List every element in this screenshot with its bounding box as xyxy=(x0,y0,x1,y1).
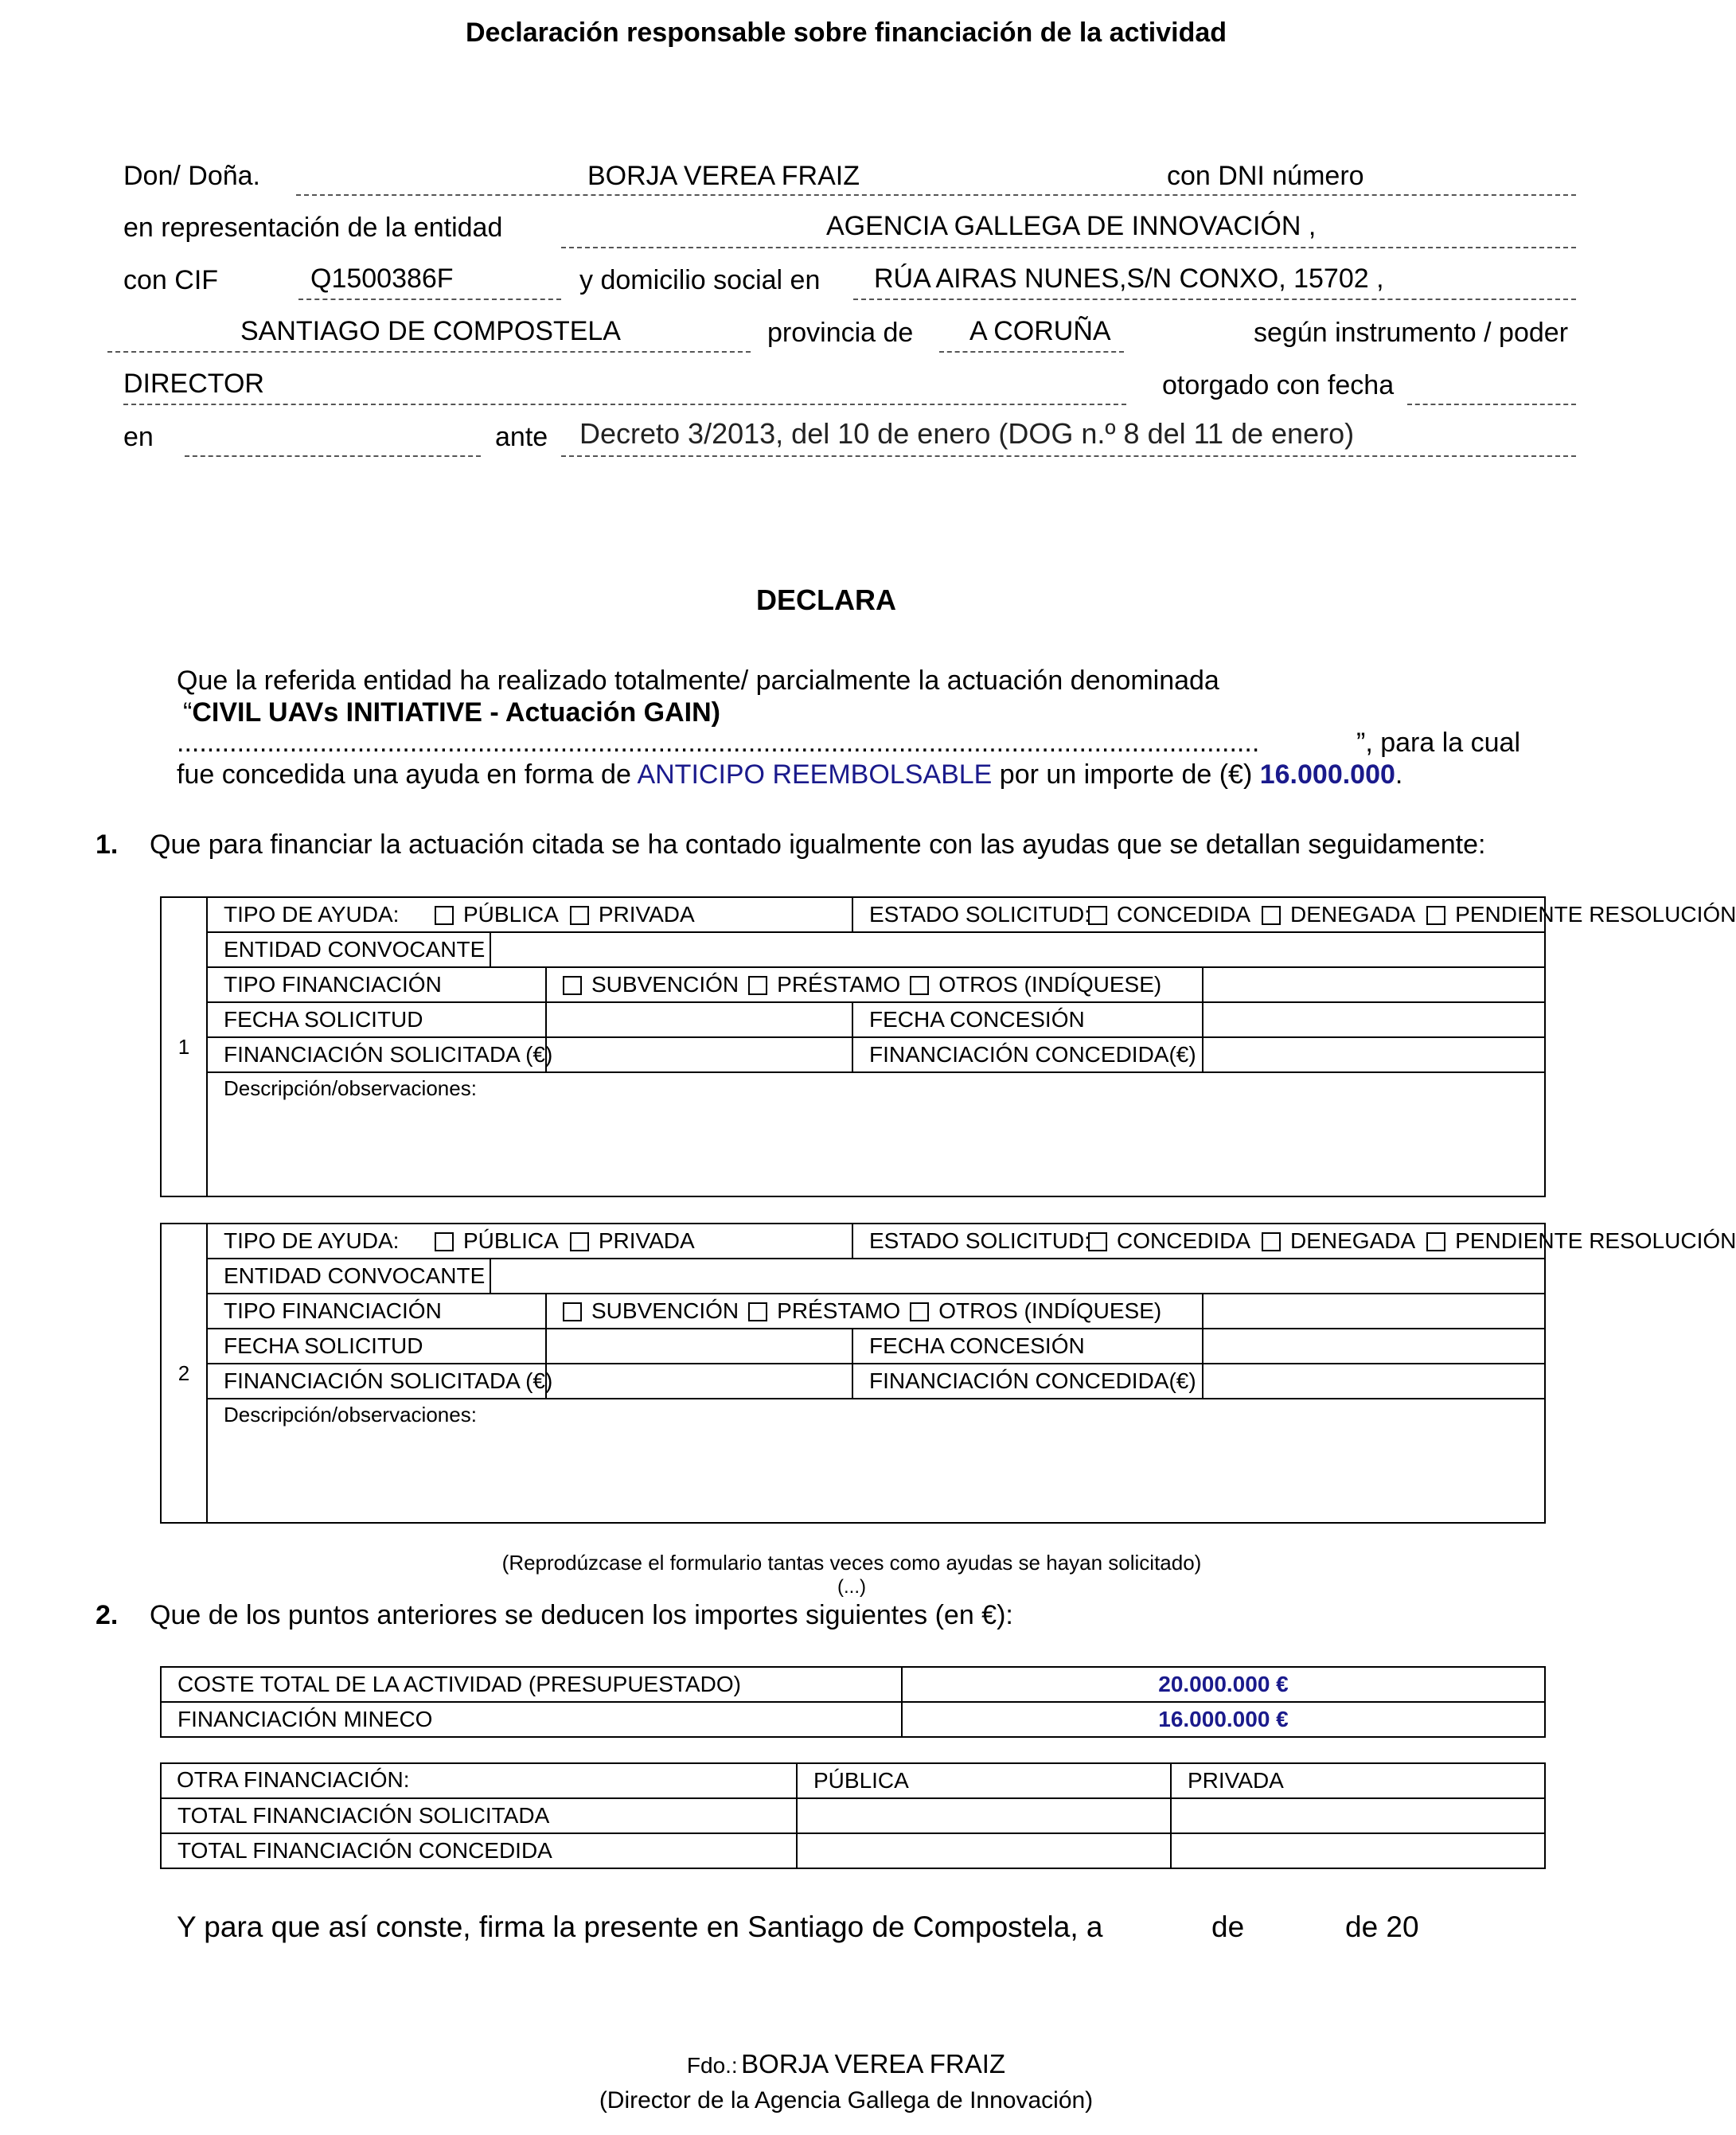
total-solicitada-publica-input[interactable] xyxy=(797,1798,1171,1833)
fecha-con-label: FECHA CONCESIÓN xyxy=(852,1002,1203,1037)
otra-privada-header: PRIVADA xyxy=(1171,1763,1545,1798)
denegada-label: DENEGADA xyxy=(1290,1228,1416,1253)
declara-actuacion-line xyxy=(183,697,720,728)
entidad-input[interactable] xyxy=(490,932,1545,967)
tipo-fin-label: TIPO FINANCIACIÓN xyxy=(207,1294,546,1329)
total-concedida-privada-input[interactable] xyxy=(1171,1833,1545,1868)
domicilio-label: y domicilio social en xyxy=(579,265,821,295)
estado-label: ESTADO SOLICITUD: xyxy=(869,1228,1090,1253)
domicilio-line xyxy=(853,299,1576,300)
pendiente-checkbox[interactable] xyxy=(1426,1232,1445,1251)
point2-number: 2. xyxy=(96,1600,119,1630)
declara-line4-end: . xyxy=(1395,759,1403,790)
subvencion-checkbox[interactable] xyxy=(563,1302,582,1321)
subvencion-checkbox[interactable] xyxy=(563,976,582,995)
fecha-sol-label: FECHA SOLICITUD xyxy=(207,1002,546,1037)
pendiente-label: PENDIENTE RESOLUCIÓN xyxy=(1455,1228,1736,1253)
fin-sol-input[interactable] xyxy=(546,1037,852,1072)
declara-line4-mid: por un importe de (€) xyxy=(992,759,1260,790)
fecha-con-input[interactable] xyxy=(1203,1002,1545,1037)
publica-label: PÚBLICA xyxy=(463,902,559,927)
importe-value: 16.000.000 xyxy=(1259,759,1395,790)
otorgado-label: otorgado con fecha xyxy=(1162,370,1395,400)
otros-input[interactable] xyxy=(1203,967,1545,1002)
publica-label: PÚBLICA xyxy=(463,1228,559,1253)
point2-text: Que de los puntos anteriores se deducen los importes siguientes (en €): xyxy=(150,1600,1013,1630)
otros-label: OTROS (INDÍQUESE) xyxy=(938,972,1162,997)
ante-line xyxy=(561,455,1576,457)
denegada-checkbox[interactable] xyxy=(1262,1232,1281,1251)
fecha-line xyxy=(1407,404,1576,405)
aid-block-number: 1 xyxy=(161,897,207,1196)
fecha-con-input[interactable] xyxy=(1203,1329,1545,1364)
domicilio-value[interactable]: RÚA AIRAS NUNES,S/N CONXO, 15702 , xyxy=(874,263,1384,294)
provincia-line xyxy=(939,351,1124,353)
entidad-line xyxy=(561,247,1576,248)
en-line xyxy=(185,455,481,457)
provincia-value[interactable]: A CORUÑA xyxy=(969,316,1111,346)
instrumento-label: según instrumento / poder xyxy=(1254,318,1569,348)
prestamo-label: PRÉSTAMO xyxy=(777,972,901,997)
mineco-value: 16.000.000 € xyxy=(902,1702,1545,1737)
closing-de2: de 20 xyxy=(1345,1911,1419,1943)
tipo-ayuda-row xyxy=(207,1224,852,1259)
subvencion-label: SUBVENCIÓN xyxy=(591,1298,739,1323)
document-title: Declaración responsable sobre financiación de la actividad xyxy=(465,18,1227,48)
point1-text: Que para financiar la actuación citada se ha contado igualmente con las ayudas que se detallan seguidamente: xyxy=(150,829,1486,860)
fecha-sol-label: FECHA SOLICITUD xyxy=(207,1329,546,1364)
closing-text: Y para que así conste, firma la presente en Santiago de Compostela, a xyxy=(177,1911,1103,1943)
declara-line1: Que la referida entidad ha realizado totalmente/ parcialmente la actuación denominada xyxy=(177,665,1219,696)
pendiente-label: PENDIENTE RESOLUCIÓN xyxy=(1455,902,1736,927)
point1-number: 1. xyxy=(96,829,119,860)
instrumento-line xyxy=(123,404,1126,405)
ante-label: ante xyxy=(495,422,548,452)
representacion-label: en representación de la entidad xyxy=(123,213,503,243)
concedida-label: CONCEDIDA xyxy=(1117,902,1251,927)
fecha-con-label: FECHA CONCESIÓN xyxy=(852,1329,1203,1364)
ciudad-value[interactable]: SANTIAGO DE COMPOSTELA xyxy=(240,316,621,346)
denegada-label: DENEGADA xyxy=(1290,902,1416,927)
privada-checkbox[interactable] xyxy=(570,1232,589,1251)
tipo-fin-options xyxy=(546,967,1203,1002)
cif-value[interactable]: Q1500386F xyxy=(310,263,454,294)
tipo-ayuda-label: TIPO DE AYUDA: xyxy=(224,1228,400,1253)
declara-heading: DECLARA xyxy=(756,584,896,616)
tipo-fin-options xyxy=(546,1294,1203,1329)
aid-block-number: 2 xyxy=(161,1224,207,1523)
otra-label: OTRA FINANCIACIÓN: xyxy=(177,1767,410,1792)
declara-line4-pre: fue concedida una ayuda en forma de xyxy=(177,759,638,790)
fin-con-input[interactable] xyxy=(1203,1037,1545,1072)
descripcion-field[interactable]: Descripción/observaciones: xyxy=(207,1399,1545,1523)
instrumento-value[interactable]: DIRECTOR xyxy=(123,369,264,399)
subvencion-label: SUBVENCIÓN xyxy=(591,972,739,997)
tipo-fin-label: TIPO FINANCIACIÓN xyxy=(207,967,546,1002)
ellipsis-note: (...) xyxy=(837,1576,866,1598)
total-concedida-label: TOTAL FINANCIACIÓN CONCEDIDA xyxy=(161,1833,797,1868)
don-line xyxy=(296,194,1576,196)
otra-table xyxy=(160,1762,1546,1869)
fin-con-label: FINANCIACIÓN CONCEDIDA(€) xyxy=(852,1364,1203,1399)
publica-checkbox[interactable] xyxy=(435,906,454,925)
entidad-input[interactable] xyxy=(490,1259,1545,1294)
signature-name: BORJA VEREA FRAIZ xyxy=(741,2049,1006,2078)
concedida-label: CONCEDIDA xyxy=(1117,1228,1251,1253)
aid-table-2 xyxy=(160,1223,1736,1524)
coste-value: 20.000.000 € xyxy=(902,1667,1545,1702)
pendiente-checkbox[interactable] xyxy=(1426,906,1445,925)
prestamo-checkbox[interactable] xyxy=(748,976,767,995)
concedida-checkbox[interactable] xyxy=(1088,1232,1107,1251)
mineco-label: FINANCIACIÓN MINECO xyxy=(161,1702,902,1737)
otros-label: OTROS (INDÍQUESE) xyxy=(938,1298,1162,1323)
entidad-label: ENTIDAD CONVOCANTE xyxy=(207,932,490,967)
provincia-label: provincia de xyxy=(767,318,914,348)
publica-checkbox[interactable] xyxy=(435,1232,454,1251)
otros-input[interactable] xyxy=(1203,1294,1545,1329)
otra-publica-header: PÚBLICA xyxy=(797,1763,1171,1798)
fin-sol-label: FINANCIACIÓN SOLICITADA (€) xyxy=(207,1364,546,1399)
descripcion-field[interactable]: Descripción/observaciones: xyxy=(207,1072,1545,1196)
signature-line xyxy=(0,2049,1692,2079)
otros-checkbox[interactable] xyxy=(910,1302,929,1321)
fin-sol-input[interactable] xyxy=(546,1364,852,1399)
declara-line4 xyxy=(177,759,1402,790)
reproduzcase-note: (Reprodúzcase el formulario tantas veces como ayudas se hayan solicitado) xyxy=(501,1551,1202,1575)
total-solicitada-label: TOTAL FINANCIACIÓN SOLICITADA xyxy=(161,1798,797,1833)
actuacion-name: CIVIL UAVs INITIATIVE - Actuación GAIN) xyxy=(192,697,721,728)
summary-table xyxy=(160,1666,1546,1738)
denegada-checkbox[interactable] xyxy=(1262,906,1281,925)
tipo-ayuda-label: TIPO DE AYUDA: xyxy=(224,902,400,927)
privada-label: PRIVADA xyxy=(598,902,695,927)
prestamo-checkbox[interactable] xyxy=(748,1302,767,1321)
fecha-sol-input[interactable] xyxy=(546,1002,852,1037)
prestamo-label: PRÉSTAMO xyxy=(777,1298,901,1323)
fin-con-label: FINANCIACIÓN CONCEDIDA(€) xyxy=(852,1037,1203,1072)
en-label: en xyxy=(123,422,154,452)
don-value[interactable]: BORJA VEREA FRAIZ xyxy=(587,161,860,191)
cif-label: con CIF xyxy=(123,265,219,295)
fdo-label: Fdo.: xyxy=(686,2053,738,2078)
actuacion-open-quote: “ xyxy=(183,697,193,728)
tipo-ayuda-value: ANTICIPO REEMBOLSABLE xyxy=(637,759,993,790)
ciudad-line xyxy=(107,351,751,353)
don-label: Don/ Doña. xyxy=(123,161,260,191)
fin-con-input[interactable] xyxy=(1203,1364,1545,1399)
fin-sol-label: FINANCIACIÓN SOLICITADA (€) xyxy=(207,1037,546,1072)
dni-label: con DNI número xyxy=(1167,161,1364,191)
otros-checkbox[interactable] xyxy=(910,976,929,995)
estado-row xyxy=(852,897,1736,932)
declara-dots-tail: ”, para la cual xyxy=(1356,728,1520,758)
closing-de1: de xyxy=(1211,1911,1245,1943)
ante-value[interactable]: Decreto 3/2013, del 10 de enero (DOG n.º 8 del 11 de enero) xyxy=(579,417,1355,450)
total-solicitada-privada-input[interactable] xyxy=(1171,1798,1545,1833)
fecha-sol-input[interactable] xyxy=(546,1329,852,1364)
privada-checkbox[interactable] xyxy=(570,906,589,925)
declara-dots: ................................................................................................................................................ xyxy=(177,728,1260,758)
signature-role: (Director de la Agencia Gallega de Innovación) xyxy=(599,2087,1094,2114)
coste-label: COSTE TOTAL DE LA ACTIVIDAD (PRESUPUESTADO) xyxy=(161,1667,902,1702)
total-concedida-publica-input[interactable] xyxy=(797,1833,1171,1868)
estado-row xyxy=(852,1224,1736,1259)
aid-table-1 xyxy=(160,896,1736,1197)
estado-label: ESTADO SOLICITUD: xyxy=(869,902,1090,927)
privada-label: PRIVADA xyxy=(598,1228,695,1253)
tipo-ayuda-row xyxy=(207,897,852,932)
concedida-checkbox[interactable] xyxy=(1088,906,1107,925)
cif-line xyxy=(298,299,561,300)
entidad-label: ENTIDAD CONVOCANTE xyxy=(207,1259,490,1294)
entidad-value[interactable]: AGENCIA GALLEGA DE INNOVACIÓN , xyxy=(826,211,1317,241)
